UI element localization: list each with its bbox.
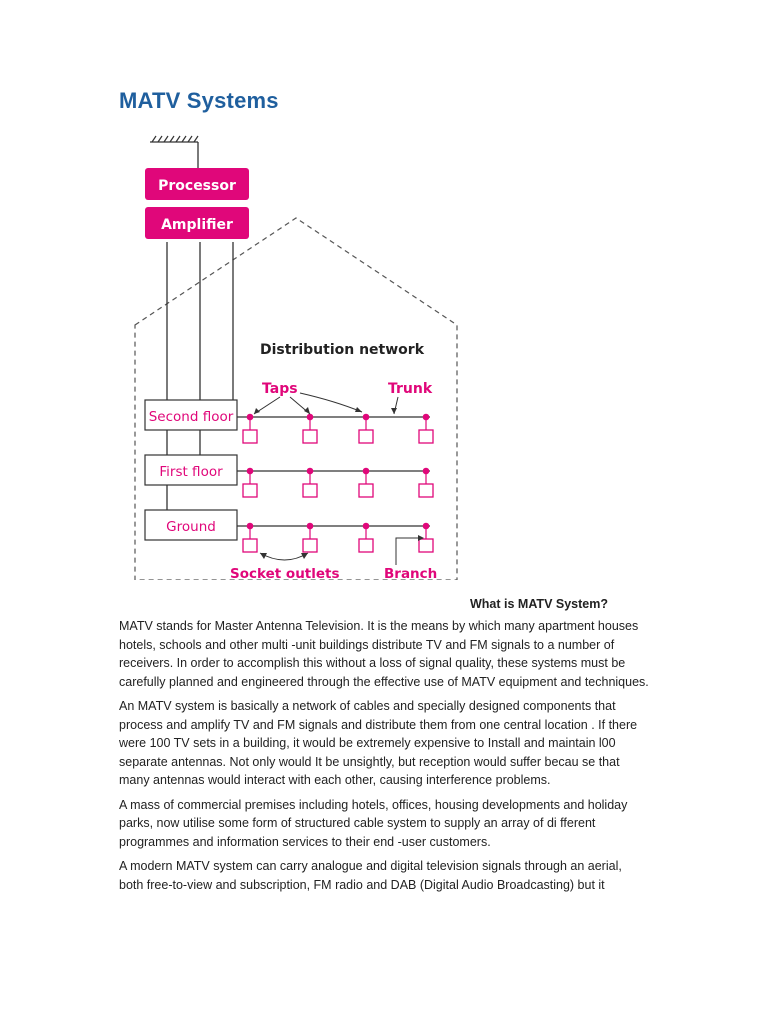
branch-arrow bbox=[396, 538, 422, 565]
socket-outlet-icon bbox=[303, 539, 317, 552]
tap-dot bbox=[307, 523, 314, 530]
socket-outlet-icon bbox=[419, 430, 433, 443]
matv-distribution-diagram bbox=[130, 135, 470, 580]
socket-outlet-icon bbox=[243, 484, 257, 497]
taps-arrowhead-right bbox=[355, 407, 362, 412]
paragraph-3: A mass of commercial premises including hotels, offices, housing developments and holiday parks, now utilise some form of structured cable system to supply an array of di fferent programmes and information services to their end -user customers. bbox=[119, 797, 628, 849]
tap-dot bbox=[423, 468, 430, 475]
paragraph-1: MATV stands for Master Antenna Television. It is the means by which many apartment houses hotels, schools and other multi -unit buildings distribute TV and FM signals to a number of receivers. In order to accomplish this without a loss of signal quality, these systems must be carefully planned and engineered through the effective use of MATV equipment and techniques. bbox=[119, 619, 649, 689]
amplifier-label: Amplifier bbox=[161, 217, 233, 233]
socket-outlet-icon bbox=[303, 484, 317, 497]
tap-dot bbox=[247, 523, 254, 530]
processor-label: Processor bbox=[158, 178, 236, 194]
socket-outlet-icon bbox=[419, 539, 433, 552]
taps-arrowhead-mid bbox=[304, 407, 310, 414]
taps-label: Taps bbox=[262, 381, 298, 397]
second-floor-label: Second floor bbox=[148, 409, 234, 425]
tap-dot bbox=[423, 523, 430, 530]
socket-outlet-icon bbox=[243, 430, 257, 443]
page-title: MATV Systems bbox=[119, 88, 279, 113]
tap-dot bbox=[363, 468, 370, 475]
trunk-arrowhead bbox=[391, 408, 397, 414]
ground-floor-label: Ground bbox=[166, 519, 216, 535]
article-body bbox=[119, 617, 649, 900]
tap-dot bbox=[423, 414, 430, 421]
taps-arrow-right bbox=[300, 393, 362, 412]
socket-outlets-label: Socket outlets bbox=[230, 566, 340, 580]
tap-outlets bbox=[243, 414, 433, 552]
socket-outlet-icon bbox=[359, 430, 373, 443]
paragraph-2: An MATV system is basically a network of cables and specially designed components that process and amplify TV and FM signals and distribute them from one central location . If there were 100 TV sets in a building, it would be extremely expensive to Install and maintain l00 separate antennas. Not only would It be unsightly, but reception would suffer becau se that many antennas would interact with each other, causing interference problems. bbox=[119, 699, 638, 787]
socket-outlet-icon bbox=[243, 539, 257, 552]
paragraph-4: A modern MATV system can carry analogue and digital television signals through an aerial, both free-to-view and subscription, FM radio and DAB (Digital Audio Broadcasting) but it bbox=[119, 859, 622, 892]
socket-arrow bbox=[260, 553, 308, 560]
tap-dot bbox=[247, 468, 254, 475]
socket-outlet-icon bbox=[359, 539, 373, 552]
socket-outlet-icon bbox=[419, 484, 433, 497]
tap-dot bbox=[307, 468, 314, 475]
socket-outlet-icon bbox=[303, 430, 317, 443]
distribution-network-heading: Distribution network bbox=[260, 342, 425, 358]
trunk-label: Trunk bbox=[388, 381, 433, 397]
branch-label: Branch bbox=[384, 566, 438, 580]
tap-dot bbox=[307, 414, 314, 421]
first-floor-label: First floor bbox=[159, 464, 223, 480]
tap-dot bbox=[363, 414, 370, 421]
socket-outlet-icon bbox=[359, 484, 373, 497]
antenna-mount-icon bbox=[150, 136, 198, 142]
section-subheading: What is MATV System? bbox=[470, 597, 608, 611]
tap-dot bbox=[363, 523, 370, 530]
tap-dot bbox=[247, 414, 254, 421]
